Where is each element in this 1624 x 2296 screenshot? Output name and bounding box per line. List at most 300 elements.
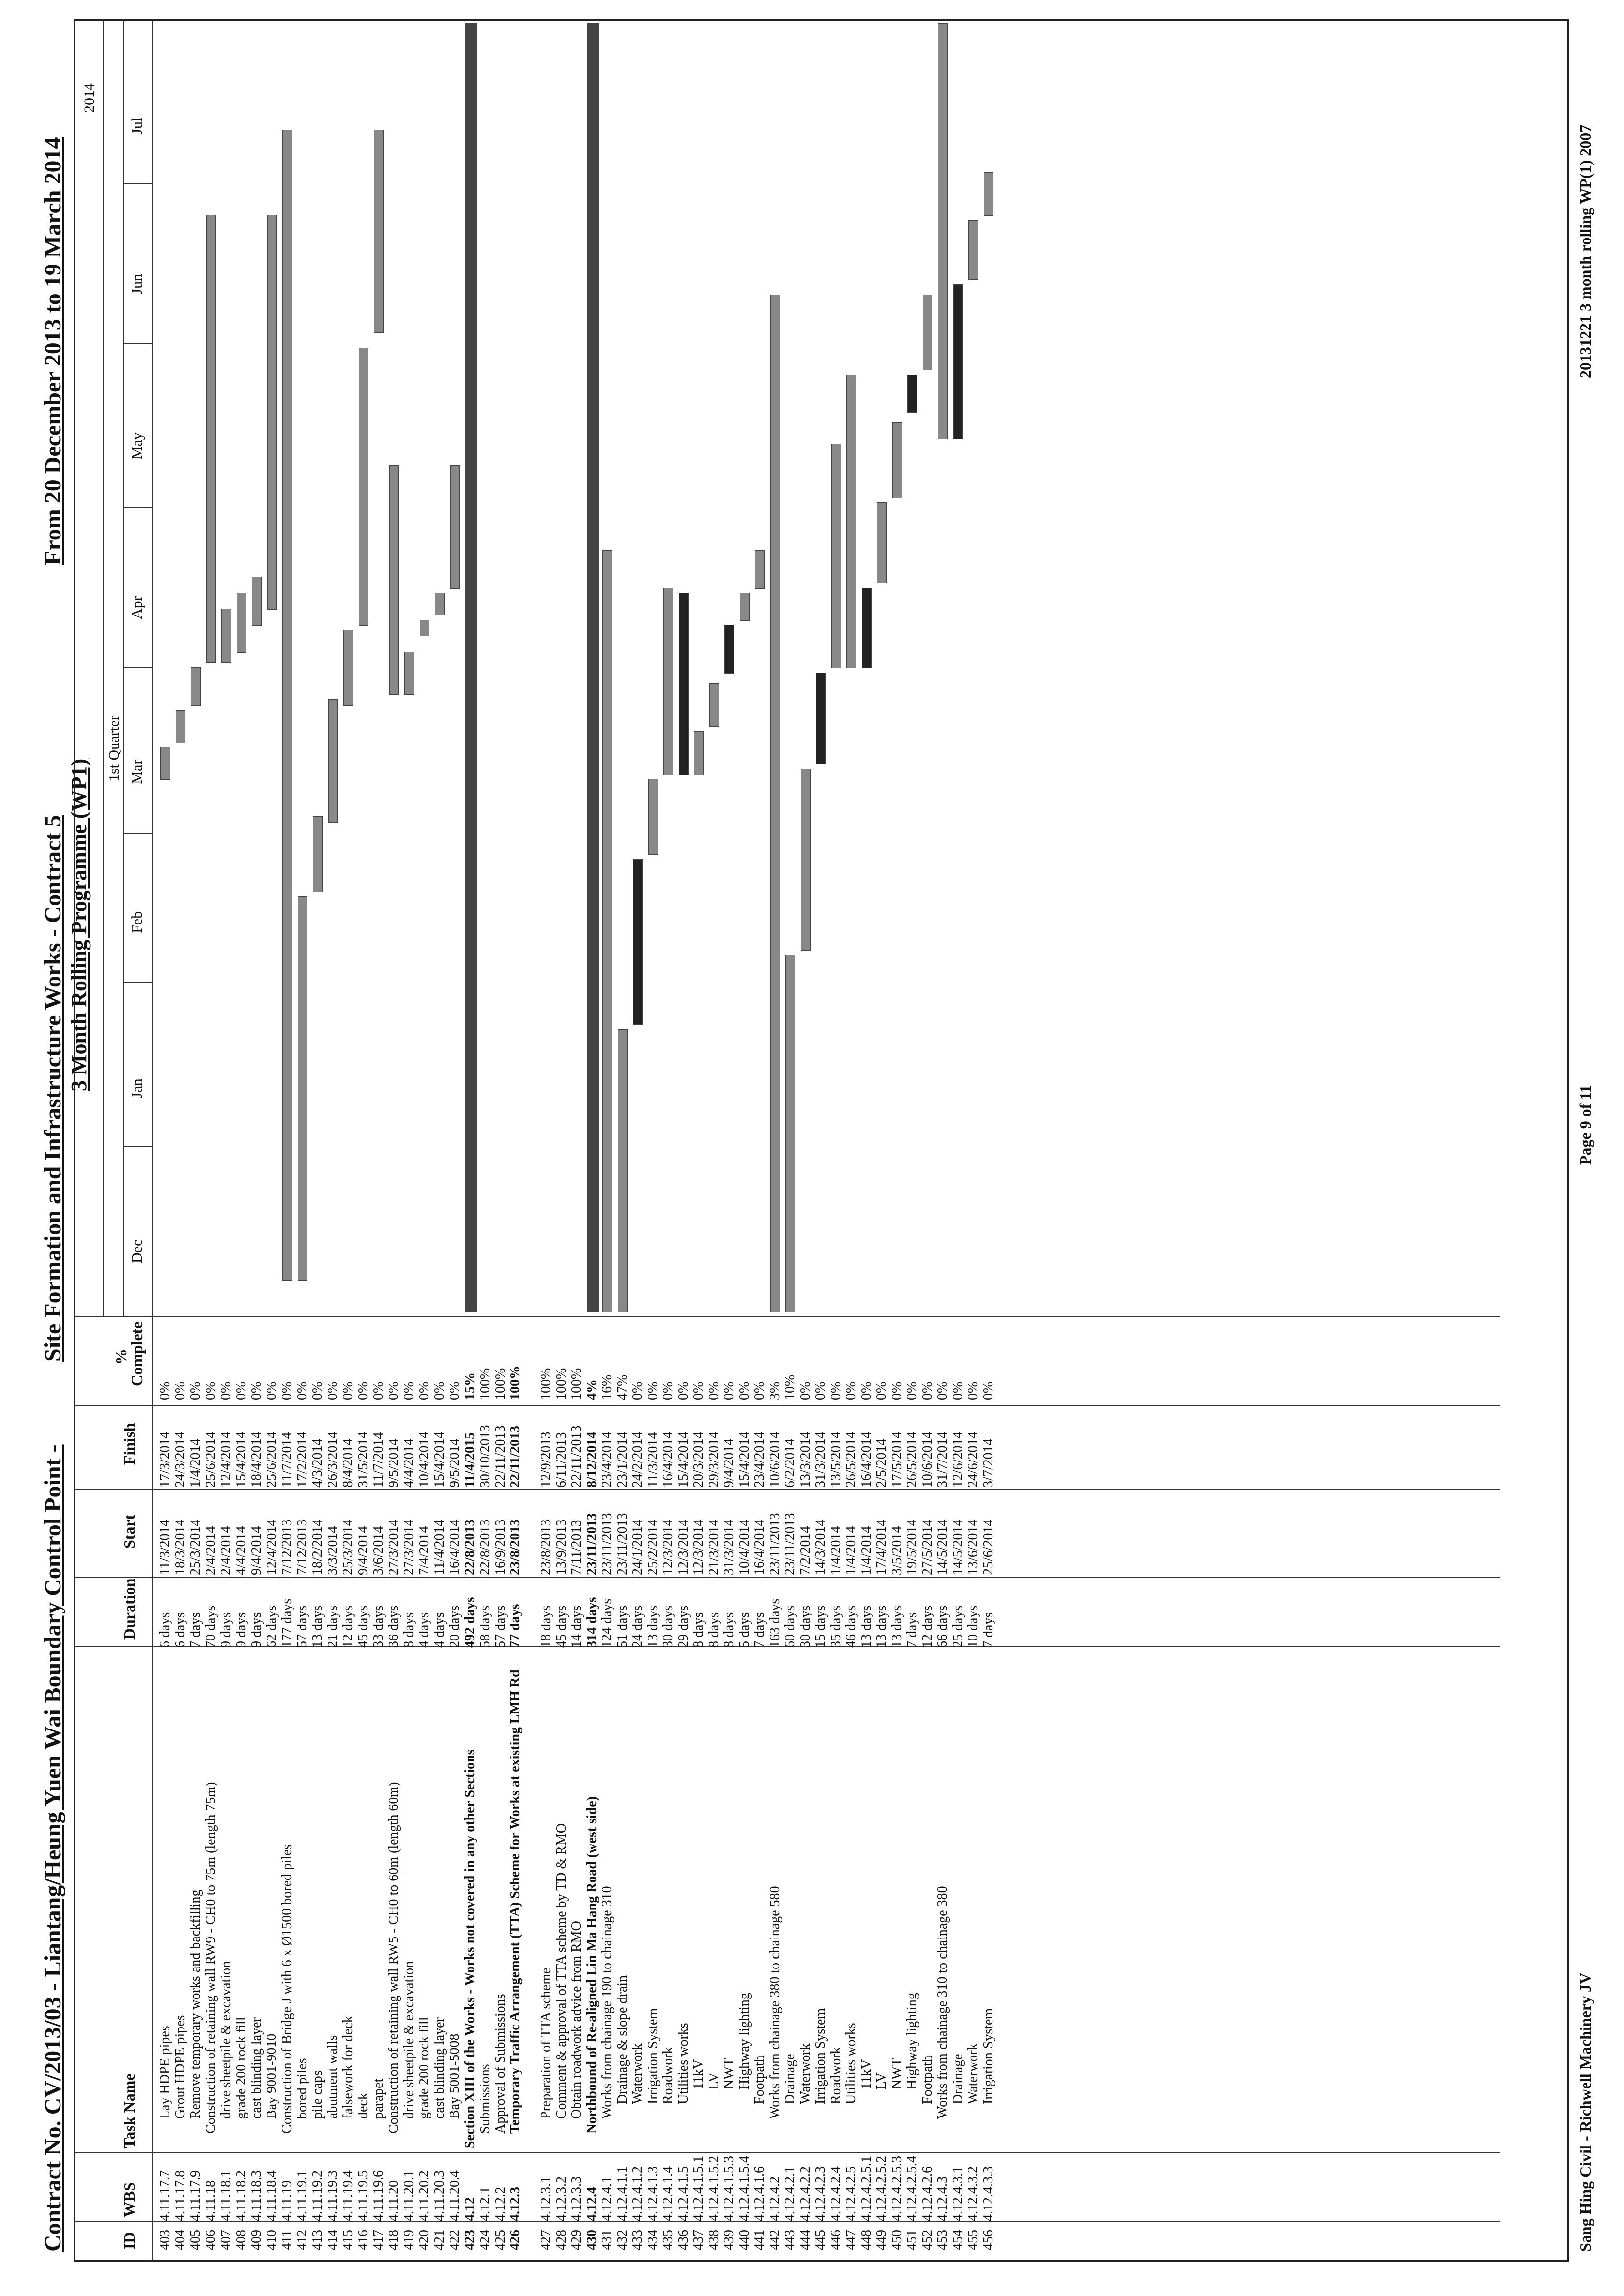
task-pct-complete-text: 0%	[904, 1381, 920, 1400]
task-start	[935, 1490, 950, 1577]
task-wbs-text: 4.12.4.2.6	[920, 2166, 935, 2221]
month-label: Dec	[129, 1239, 145, 1263]
task-wbs-text: 4.12.4.1.2	[630, 2166, 645, 2221]
task-id	[676, 2223, 691, 2257]
task-duration	[661, 1577, 676, 1650]
task-name-text: Bay 9001-9010	[264, 2033, 279, 2119]
task-wbs	[569, 2150, 584, 2223]
task-start-text: 25/3/2014	[340, 1519, 356, 1575]
task-wbs	[584, 2150, 600, 2223]
task-row	[782, 1329, 798, 2257]
task-finish	[981, 1402, 996, 1490]
task-wbs-text: 4.12.4.1.5.4	[737, 2156, 752, 2221]
task-id-text: 447	[843, 2230, 859, 2250]
task-finish	[600, 1402, 615, 1490]
task-start	[737, 1490, 752, 1577]
task-wbs-text: 4.11.20	[386, 2180, 401, 2221]
task-duration-text: 7 days	[752, 1612, 767, 1648]
task-duration-text: 8 days	[706, 1612, 722, 1648]
task-id	[889, 2223, 904, 2257]
gantt-bar	[252, 577, 262, 626]
task-finish	[615, 1402, 630, 1490]
task-name	[859, 1650, 874, 2150]
task-name	[676, 1650, 691, 2150]
task-pct-complete	[889, 1329, 904, 1402]
task-id-text: 430	[584, 2230, 600, 2250]
task-name-text: Roadwork	[661, 2047, 676, 2104]
task-id	[432, 2223, 447, 2257]
task-finish-text: 22/11/2013	[493, 1425, 508, 1488]
task-row	[203, 1329, 218, 2257]
task-id-text: 403	[157, 2230, 173, 2250]
task-name	[234, 1650, 249, 2150]
task-duration-text: 5 days	[737, 1612, 752, 1648]
task-finish-text: 11/4/2015	[462, 1432, 478, 1488]
task-wbs	[417, 2150, 432, 2223]
task-id	[935, 2223, 950, 2257]
task-name	[173, 1650, 188, 2150]
task-finish-text: 22/11/2013	[508, 1425, 523, 1488]
task-row	[661, 1329, 676, 2257]
footer-company: Sang Hing Civil - Richwell Machinery JV	[1576, 1972, 1594, 2252]
task-pct-complete-text: 0%	[218, 1381, 234, 1400]
task-name	[218, 1650, 234, 2150]
task-wbs-text: 4.12.1	[478, 2187, 493, 2221]
task-finish-text: 23/4/2014	[752, 1431, 767, 1488]
task-pct-complete-text: 0%	[920, 1381, 935, 1400]
task-name	[401, 1650, 417, 2150]
task-start-text: 18/3/2014	[173, 1519, 188, 1575]
task-id	[752, 2223, 767, 2257]
task-id	[203, 2223, 218, 2257]
task-name	[203, 1650, 218, 2150]
task-duration	[234, 1577, 249, 1650]
task-name	[645, 1650, 661, 2150]
task-name-text: Construction of Bridge J with 6 x Ø1500 bored piles	[279, 1844, 295, 2134]
task-wbs	[279, 2150, 295, 2223]
task-start	[782, 1490, 798, 1577]
task-duration	[218, 1577, 234, 1650]
task-duration-text: 58 days	[478, 1605, 493, 1648]
task-pct-complete	[218, 1329, 234, 1402]
task-finish-text: 15/4/2014	[234, 1431, 249, 1488]
task-start-text: 1/4/2014	[843, 1526, 859, 1575]
task-pct-complete-text: 0%	[889, 1381, 904, 1400]
task-row	[310, 1329, 325, 2257]
task-name	[615, 1650, 630, 2150]
task-row	[493, 1329, 508, 2257]
task-finish	[813, 1402, 828, 1490]
task-pct-complete	[706, 1329, 722, 1402]
task-start	[965, 1490, 981, 1577]
task-row	[432, 1329, 447, 2257]
task-name-text: NWT	[889, 2058, 904, 2089]
task-start-text: 22/8/2013	[462, 1519, 478, 1575]
task-pct-complete	[401, 1329, 417, 1402]
task-duration	[813, 1577, 828, 1650]
task-pct-complete	[157, 1329, 173, 1402]
task-name-text: Remove temporary works and backfilling	[188, 1889, 203, 2119]
task-finish-text: 6/11/2013	[554, 1432, 569, 1488]
task-finish-text: 29/3/2014	[706, 1431, 722, 1488]
task-row	[584, 1329, 600, 2257]
task-id-text: 450	[889, 2230, 904, 2250]
task-finish-text: 17/3/2014	[157, 1431, 173, 1488]
task-name	[569, 1650, 584, 2150]
task-duration-text: 45 days	[554, 1605, 569, 1648]
task-wbs-text: 4.11.19.6	[371, 2170, 386, 2221]
task-wbs-text: 4.12.4.1.5	[676, 2166, 691, 2221]
task-id	[371, 2223, 386, 2257]
task-id-text: 455	[965, 2230, 981, 2250]
task-start-text: 16/4/2014	[752, 1519, 767, 1575]
task-pct-complete-text: 100%	[539, 1368, 554, 1400]
gantt-bar	[663, 588, 673, 775]
task-name	[493, 1650, 508, 2150]
task-id	[234, 2223, 249, 2257]
task-pct-complete	[904, 1329, 920, 1402]
task-duration-text: 13 days	[310, 1605, 325, 1648]
task-id	[386, 2223, 401, 2257]
task-duration	[340, 1577, 356, 1650]
task-wbs-text: 4.12.4.2.5.2	[874, 2156, 889, 2221]
task-start-text: 16/9/2013	[493, 1519, 508, 1575]
task-id	[569, 2223, 584, 2257]
task-finish	[249, 1402, 264, 1490]
task-id	[249, 2223, 264, 2257]
task-duration	[645, 1577, 661, 1650]
task-duration-text: 13 days	[645, 1605, 661, 1648]
month-tick	[123, 1146, 152, 1147]
task-name-text: deck	[356, 2093, 371, 2119]
task-pct-complete	[981, 1329, 996, 1402]
task-row	[752, 1329, 767, 2257]
task-duration	[920, 1577, 935, 1650]
task-name-text: Waterwork	[630, 2043, 645, 2104]
task-duration-text: 7 days	[188, 1612, 203, 1648]
gantt-bar	[709, 683, 719, 727]
task-id	[737, 2223, 752, 2257]
task-finish	[340, 1402, 356, 1490]
task-finish-text: 13/5/2014	[828, 1431, 843, 1488]
task-name-text: Bay 5001-5008	[447, 2033, 462, 2119]
task-start	[843, 1490, 859, 1577]
gantt-bar	[313, 816, 323, 892]
task-id-text: 411	[279, 2230, 295, 2250]
month-label: Feb	[129, 911, 145, 933]
gantt-bar	[359, 348, 368, 626]
task-start	[950, 1490, 965, 1577]
task-start-text: 1/4/2014	[828, 1526, 843, 1575]
task-id-text: 424	[478, 2230, 493, 2250]
task-duration-text: 57 days	[493, 1605, 508, 1648]
task-start-text: 23/11/2013	[782, 1513, 798, 1575]
task-start	[508, 1490, 539, 1577]
task-name-text: Works from chainage 310 to chainage 380	[935, 1886, 950, 2119]
task-finish	[386, 1402, 401, 1490]
task-id	[859, 2223, 874, 2257]
task-start	[462, 1490, 478, 1577]
task-id-text: 409	[249, 2230, 264, 2250]
task-finish-text: 10/6/2014	[920, 1431, 935, 1488]
task-wbs	[950, 2150, 965, 2223]
task-table	[157, 1329, 996, 2257]
task-name	[722, 1650, 737, 2150]
task-start	[661, 1490, 676, 1577]
task-name-text: Preparation of TTA scheme	[539, 1968, 554, 2119]
task-name-text: Irrigation System	[813, 2008, 828, 2104]
task-start	[615, 1490, 630, 1577]
task-id-text: 443	[782, 2230, 798, 2250]
task-wbs	[157, 2150, 173, 2223]
task-id-text: 414	[325, 2230, 340, 2250]
task-start	[234, 1490, 249, 1577]
task-wbs	[386, 2150, 401, 2223]
task-wbs	[935, 2150, 950, 2223]
task-start	[691, 1490, 706, 1577]
task-id-text: 415	[340, 2230, 356, 2250]
task-id-text: 432	[615, 2230, 630, 2250]
col-pct-complete: % Complete	[112, 1321, 146, 1386]
task-finish-text: 8/4/2014	[340, 1438, 356, 1488]
task-wbs	[478, 2150, 493, 2223]
task-wbs-text: 4.12.4.3.3	[981, 2166, 996, 2221]
task-duration-text: 8 days	[691, 1612, 706, 1648]
task-duration	[630, 1577, 645, 1650]
task-duration-text: 15 days	[813, 1605, 828, 1648]
task-name	[386, 1650, 401, 2150]
task-wbs	[889, 2150, 904, 2223]
task-wbs	[965, 2150, 981, 2223]
task-duration-text: 492 days	[462, 1597, 478, 1648]
task-wbs-text: 4.12.4.2.5.1	[859, 2156, 874, 2221]
task-finish-text: 16/4/2014	[859, 1431, 874, 1488]
task-finish	[295, 1402, 310, 1490]
task-row	[295, 1329, 310, 2257]
gantt-bar	[907, 375, 917, 413]
task-start	[417, 1490, 432, 1577]
task-finish-text: 11/3/2014	[645, 1432, 661, 1488]
task-id-text: 428	[554, 2230, 569, 2250]
task-duration	[310, 1577, 325, 1650]
task-name-text: Section XIII of the Works - Works not covered in any other Sections	[462, 1749, 478, 2148]
task-name	[843, 1650, 859, 2150]
task-wbs	[401, 2150, 417, 2223]
task-name-text: cast blinding layer	[249, 2017, 264, 2119]
task-duration	[676, 1577, 691, 1650]
task-wbs-text: 4.11.18.3	[249, 2170, 264, 2221]
task-finish	[935, 1402, 950, 1490]
task-id	[188, 2223, 203, 2257]
task-start	[295, 1490, 310, 1577]
task-name-text: Works from chainage 190 to chainage 310	[600, 1886, 615, 2119]
task-name-text: Roadwork	[828, 2047, 843, 2104]
month-label: Mar	[129, 759, 145, 784]
task-pct-complete	[356, 1329, 371, 1402]
gantt-bar	[420, 620, 429, 636]
task-start-text: 12/3/2014	[691, 1519, 706, 1575]
task-duration-text: 177 days	[279, 1598, 295, 1648]
task-finish	[798, 1402, 813, 1490]
footer-page: Page 9 of 11	[1576, 1085, 1594, 1165]
task-pct-complete-text: 10%	[782, 1374, 798, 1400]
task-name-text: Footpath	[920, 2055, 935, 2104]
task-duration	[859, 1577, 874, 1650]
task-pct-complete	[325, 1329, 340, 1402]
task-pct-complete-text: 0%	[417, 1381, 432, 1400]
task-id-text: 421	[432, 2230, 447, 2250]
task-start	[767, 1490, 782, 1577]
task-finish-text: 30/10/2013	[478, 1425, 493, 1488]
task-pct-complete	[600, 1329, 615, 1402]
task-id-text: 427	[539, 2230, 554, 2250]
task-duration-text: 62 days	[264, 1605, 279, 1648]
task-pct-complete	[447, 1329, 462, 1402]
task-start	[203, 1490, 218, 1577]
task-start	[310, 1490, 325, 1577]
task-finish	[904, 1402, 920, 1490]
task-duration-text: 21 days	[325, 1605, 340, 1648]
task-name-text: Drainage	[782, 2054, 798, 2104]
task-pct-complete-text: 0%	[173, 1381, 188, 1400]
task-finish	[920, 1402, 935, 1490]
month-tick	[123, 507, 152, 508]
task-name-text: NWT	[722, 2058, 737, 2089]
task-start-text: 23/11/2013	[584, 1513, 600, 1575]
task-row	[889, 1329, 904, 2257]
task-id-text: 418	[386, 2230, 401, 2250]
task-row	[447, 1329, 462, 2257]
task-name-text: Highway lighting	[737, 1993, 752, 2089]
task-start	[630, 1490, 645, 1577]
task-duration-text: 46 days	[843, 1605, 859, 1648]
task-wbs-text: 4.11.19.5	[356, 2170, 371, 2221]
task-name	[874, 1650, 889, 2150]
task-wbs-text: 4.12.4.2.5.4	[904, 2156, 920, 2221]
task-pct-complete-text: 0%	[645, 1381, 661, 1400]
task-wbs	[462, 2150, 478, 2223]
task-pct-complete-text: 0%	[676, 1381, 691, 1400]
task-start	[600, 1490, 615, 1577]
task-duration-text: 7 days	[904, 1612, 920, 1648]
gantt-bar	[191, 667, 201, 706]
task-start-text: 14/5/2014	[935, 1519, 950, 1575]
task-pct-complete-text: 47%	[615, 1374, 630, 1400]
task-start-text: 23/11/2013	[615, 1513, 630, 1575]
task-pct-complete	[661, 1329, 676, 1402]
task-finish	[203, 1402, 218, 1490]
task-duration	[798, 1577, 813, 1650]
task-start-text: 12/4/2014	[264, 1519, 279, 1575]
gantt-bar	[237, 593, 246, 652]
task-name-text: Waterwork	[798, 2043, 813, 2104]
task-name-text: cast blinding layer	[432, 2017, 447, 2119]
task-wbs-text: 4.12.4.2.5	[843, 2166, 859, 2221]
gantt-bar	[374, 130, 384, 333]
task-name	[539, 1650, 554, 2150]
task-name	[813, 1650, 828, 2150]
task-start	[904, 1490, 920, 1577]
task-row	[676, 1329, 691, 2257]
task-name-text: LV	[706, 2072, 722, 2089]
task-wbs	[752, 2150, 767, 2223]
task-wbs-text: 4.11.17.7	[157, 2170, 173, 2221]
task-pct-complete-text: 0%	[798, 1381, 813, 1400]
task-id-text: 444	[798, 2230, 813, 2250]
task-finish-text: 26/3/2014	[325, 1431, 340, 1488]
task-duration-text: 45 days	[356, 1605, 371, 1648]
task-id	[340, 2223, 356, 2257]
gantt-bar	[724, 625, 734, 673]
task-id-text: 442	[767, 2230, 782, 2250]
task-duration	[935, 1577, 950, 1650]
task-row	[813, 1329, 828, 2257]
task-finish	[462, 1402, 478, 1490]
task-wbs	[737, 2150, 752, 2223]
task-pct-complete-text: 100%	[569, 1368, 584, 1400]
task-start	[371, 1490, 386, 1577]
task-id-text: 417	[371, 2230, 386, 2250]
task-pct-complete	[920, 1329, 935, 1402]
task-start-text: 11/3/2014	[157, 1520, 173, 1575]
task-start-text: 16/4/2014	[447, 1519, 462, 1575]
task-row	[417, 1329, 432, 2257]
task-id-text: 449	[874, 2230, 889, 2250]
task-finish	[173, 1402, 188, 1490]
task-finish	[767, 1402, 782, 1490]
task-wbs	[859, 2150, 874, 2223]
task-pct-complete	[264, 1329, 279, 1402]
task-pct-complete	[843, 1329, 859, 1402]
task-id	[539, 2223, 554, 2257]
task-finish-text: 20/3/2014	[691, 1431, 706, 1488]
task-duration-text: 314 days	[584, 1597, 600, 1648]
task-id-text: 446	[828, 2230, 843, 2250]
task-pct-complete	[371, 1329, 386, 1402]
task-start	[432, 1490, 447, 1577]
gantt-bar	[298, 896, 307, 1281]
task-wbs	[432, 2150, 447, 2223]
task-start-text: 7/12/2013	[295, 1519, 310, 1575]
task-finish	[325, 1402, 340, 1490]
task-pct-complete-text: 0%	[234, 1381, 249, 1400]
task-duration-text: 8 days	[401, 1612, 417, 1648]
month-label: Jun	[129, 273, 145, 295]
task-name	[904, 1650, 920, 2150]
task-finish-text: 12/4/2014	[218, 1431, 234, 1488]
task-row	[157, 1329, 173, 2257]
task-start	[173, 1490, 188, 1577]
task-name	[249, 1650, 264, 2150]
task-pct-complete-text: 0%	[691, 1381, 706, 1400]
task-duration	[722, 1577, 737, 1650]
task-finish-text: 8/12/2014	[584, 1431, 600, 1488]
task-wbs	[173, 2150, 188, 2223]
task-row	[965, 1329, 981, 2257]
task-wbs-text: 4.11.20.2	[417, 2170, 432, 2221]
task-id-text: 408	[234, 2230, 249, 2250]
task-start	[706, 1490, 722, 1577]
gantt-bar	[755, 550, 765, 589]
task-finish	[508, 1402, 539, 1490]
task-wbs-text: 4.11.19.2	[310, 2170, 325, 2221]
task-name	[935, 1650, 950, 2150]
task-pct-complete	[813, 1329, 828, 1402]
task-id	[447, 2223, 462, 2257]
task-duration-text: 33 days	[371, 1605, 386, 1648]
task-name	[661, 1650, 676, 2150]
task-id	[767, 2223, 782, 2257]
